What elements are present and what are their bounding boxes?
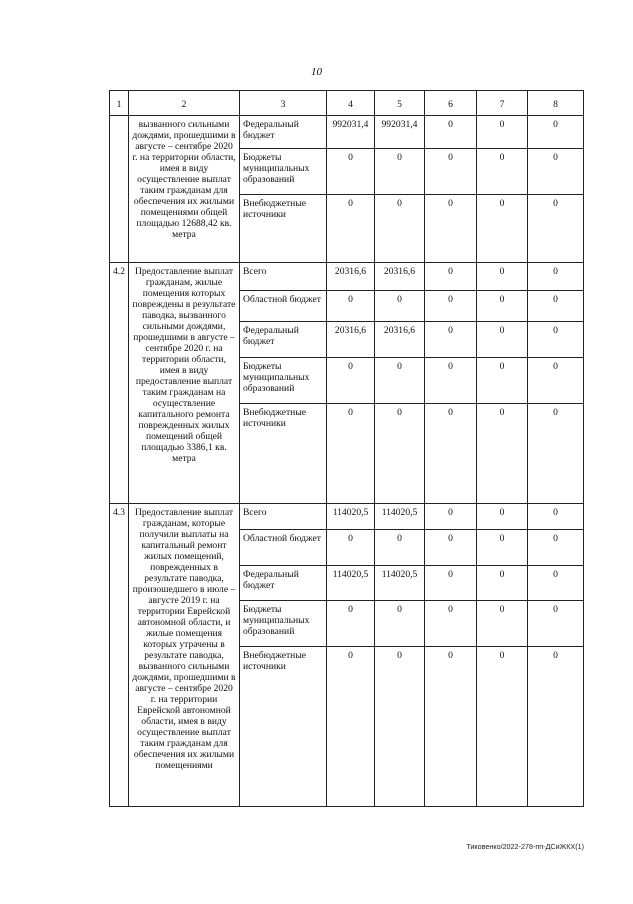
document-footer-code: Тиковенко/2022-278-пп-ДСиЖКХ(1) (466, 842, 584, 851)
funding-source: Областной бюджет (240, 291, 327, 322)
amount-cell-v7: 0 (477, 601, 528, 647)
header-cell: 8 (528, 91, 584, 116)
amount-cell-v6: 0 (425, 601, 477, 647)
item-description: Предоставление выплат гражданам, которые получили выплаты на капитальный ремонт жилых помещений, поврежденных в результате паводка, произошедшего в июле – августе 2019 г. на территории Еврейской автономной области, и жилые помещения которых утрачены в результате паводка, вызванного сильными дождями, прошедшими в августе – сентябре 2020 г. на территории Еврейской автономной области, имея в виду осуществление выплат таким гражданам для обеспечения их жилыми помещениями (129, 504, 240, 807)
amount-cell-v6: 0 (425, 149, 477, 195)
amount-cell-v6: 0 (425, 291, 477, 322)
amount-cell-v5: 0 (375, 291, 425, 322)
funding-source: Бюджеты муниципальных образований (240, 358, 327, 404)
item-description: вызванного сильными дождями, прошедшими в августе – сентябре 2020 г. на территории области, имея в виду осуществление выплат таким гражданам для обеспечения их жилыми помещениями общей площадью 12688,42 кв. метра (129, 116, 240, 263)
amount-cell-v7: 0 (477, 566, 528, 601)
amount-cell-v6: 0 (425, 195, 477, 263)
amount-cell-v5: 0 (375, 358, 425, 404)
amount-cell-v7: 0 (477, 530, 528, 566)
funding-source: Федеральный бюджет (240, 322, 327, 358)
header-cell: 6 (425, 91, 477, 116)
amount-cell-v6: 0 (425, 530, 477, 566)
amount-cell-v5: 0 (375, 530, 425, 566)
funding-source: Бюджеты муниципальных образований (240, 601, 327, 647)
amount-cell-v6: 0 (425, 647, 477, 807)
amount-cell-v8: 0 (528, 504, 584, 530)
item-description: Предоставление выплат гражданам, жилые помещения которых повреждены в результате паводка, вызванного сильными дождями, прошедшими в августе – сентябре 2020 г. на территории области, имея в виду предоставление выплат таким гражданам на осуществление капитального ремонта поврежденных жилых помещений общей площадью 3386,1 кв. метра (129, 263, 240, 504)
amount-cell-v7: 0 (477, 116, 528, 149)
amount-cell-v4: 0 (327, 647, 375, 807)
amount-cell-v8: 0 (528, 195, 584, 263)
amount-cell-v5: 114020,5 (375, 566, 425, 601)
funding-source: Внебюджетные источники (240, 404, 327, 504)
amount-cell-v8: 0 (528, 149, 584, 195)
funding-source: Всего (240, 504, 327, 530)
amount-cell-v8: 0 (528, 530, 584, 566)
funding-source: Федеральный бюджет (240, 566, 327, 601)
amount-cell-v6: 0 (425, 404, 477, 504)
header-cell: 1 (110, 91, 129, 116)
funding-source: Федеральный бюджет (240, 116, 327, 149)
amount-cell-v7: 0 (477, 404, 528, 504)
amount-cell-v4: 20316,6 (327, 263, 375, 291)
header-cell: 4 (327, 91, 375, 116)
amount-cell-v7: 0 (477, 358, 528, 404)
amount-cell-v4: 0 (327, 404, 375, 504)
budget-table (109, 90, 584, 807)
amount-cell-v6: 0 (425, 504, 477, 530)
amount-cell-v7: 0 (477, 504, 528, 530)
funding-source: Внебюджетные источники (240, 195, 327, 263)
item-number: 4.2 (110, 263, 129, 504)
amount-cell-v5: 0 (375, 149, 425, 195)
header-cell: 2 (129, 91, 240, 116)
funding-source: Всего (240, 263, 327, 291)
amount-cell-v6: 0 (425, 116, 477, 149)
amount-cell-v5: 0 (375, 404, 425, 504)
page-number: 10 (311, 66, 322, 78)
amount-cell-v8: 0 (528, 404, 584, 504)
amount-cell-v8: 0 (528, 601, 584, 647)
amount-cell-v8: 0 (528, 566, 584, 601)
amount-cell-v5: 20316,6 (375, 263, 425, 291)
item-number: 4.3 (110, 504, 129, 807)
amount-cell-v7: 0 (477, 291, 528, 322)
amount-cell-v4: 20316,6 (327, 322, 375, 358)
amount-cell-v4: 0 (327, 530, 375, 566)
amount-cell-v8: 0 (528, 322, 584, 358)
amount-cell-v7: 0 (477, 195, 528, 263)
amount-cell-v5: 20316,6 (375, 322, 425, 358)
table-row (110, 116, 584, 149)
amount-cell-v4: 114020,5 (327, 504, 375, 530)
amount-cell-v5: 992031,4 (375, 116, 425, 149)
header-cell: 3 (240, 91, 327, 116)
amount-cell-v5: 0 (375, 195, 425, 263)
table-row (110, 504, 584, 530)
header-row (110, 91, 584, 116)
amount-cell-v4: 0 (327, 601, 375, 647)
amount-cell-v7: 0 (477, 647, 528, 807)
amount-cell-v7: 0 (477, 322, 528, 358)
header-cell: 5 (375, 91, 425, 116)
funding-source: Областной бюджет (240, 530, 327, 566)
funding-source: Бюджеты муниципальных образований (240, 149, 327, 195)
amount-cell-v5: 0 (375, 601, 425, 647)
amount-cell-v6: 0 (425, 322, 477, 358)
amount-cell-v8: 0 (528, 116, 584, 149)
funding-source: Внебюджетные источники (240, 647, 327, 807)
amount-cell-v7: 0 (477, 149, 528, 195)
amount-cell-v4: 0 (327, 291, 375, 322)
amount-cell-v4: 0 (327, 358, 375, 404)
amount-cell-v5: 114020,5 (375, 504, 425, 530)
amount-cell-v4: 114020,5 (327, 566, 375, 601)
amount-cell-v8: 0 (528, 263, 584, 291)
amount-cell-v8: 0 (528, 291, 584, 322)
item-number (110, 116, 129, 263)
amount-cell-v4: 0 (327, 149, 375, 195)
amount-cell-v4: 0 (327, 195, 375, 263)
amount-cell-v5: 0 (375, 647, 425, 807)
table-row (110, 263, 584, 291)
amount-cell-v4: 992031,4 (327, 116, 375, 149)
amount-cell-v6: 0 (425, 263, 477, 291)
header-cell: 7 (477, 91, 528, 116)
amount-cell-v8: 0 (528, 358, 584, 404)
amount-cell-v6: 0 (425, 566, 477, 601)
amount-cell-v7: 0 (477, 263, 528, 291)
amount-cell-v8: 0 (528, 647, 584, 807)
amount-cell-v6: 0 (425, 358, 477, 404)
